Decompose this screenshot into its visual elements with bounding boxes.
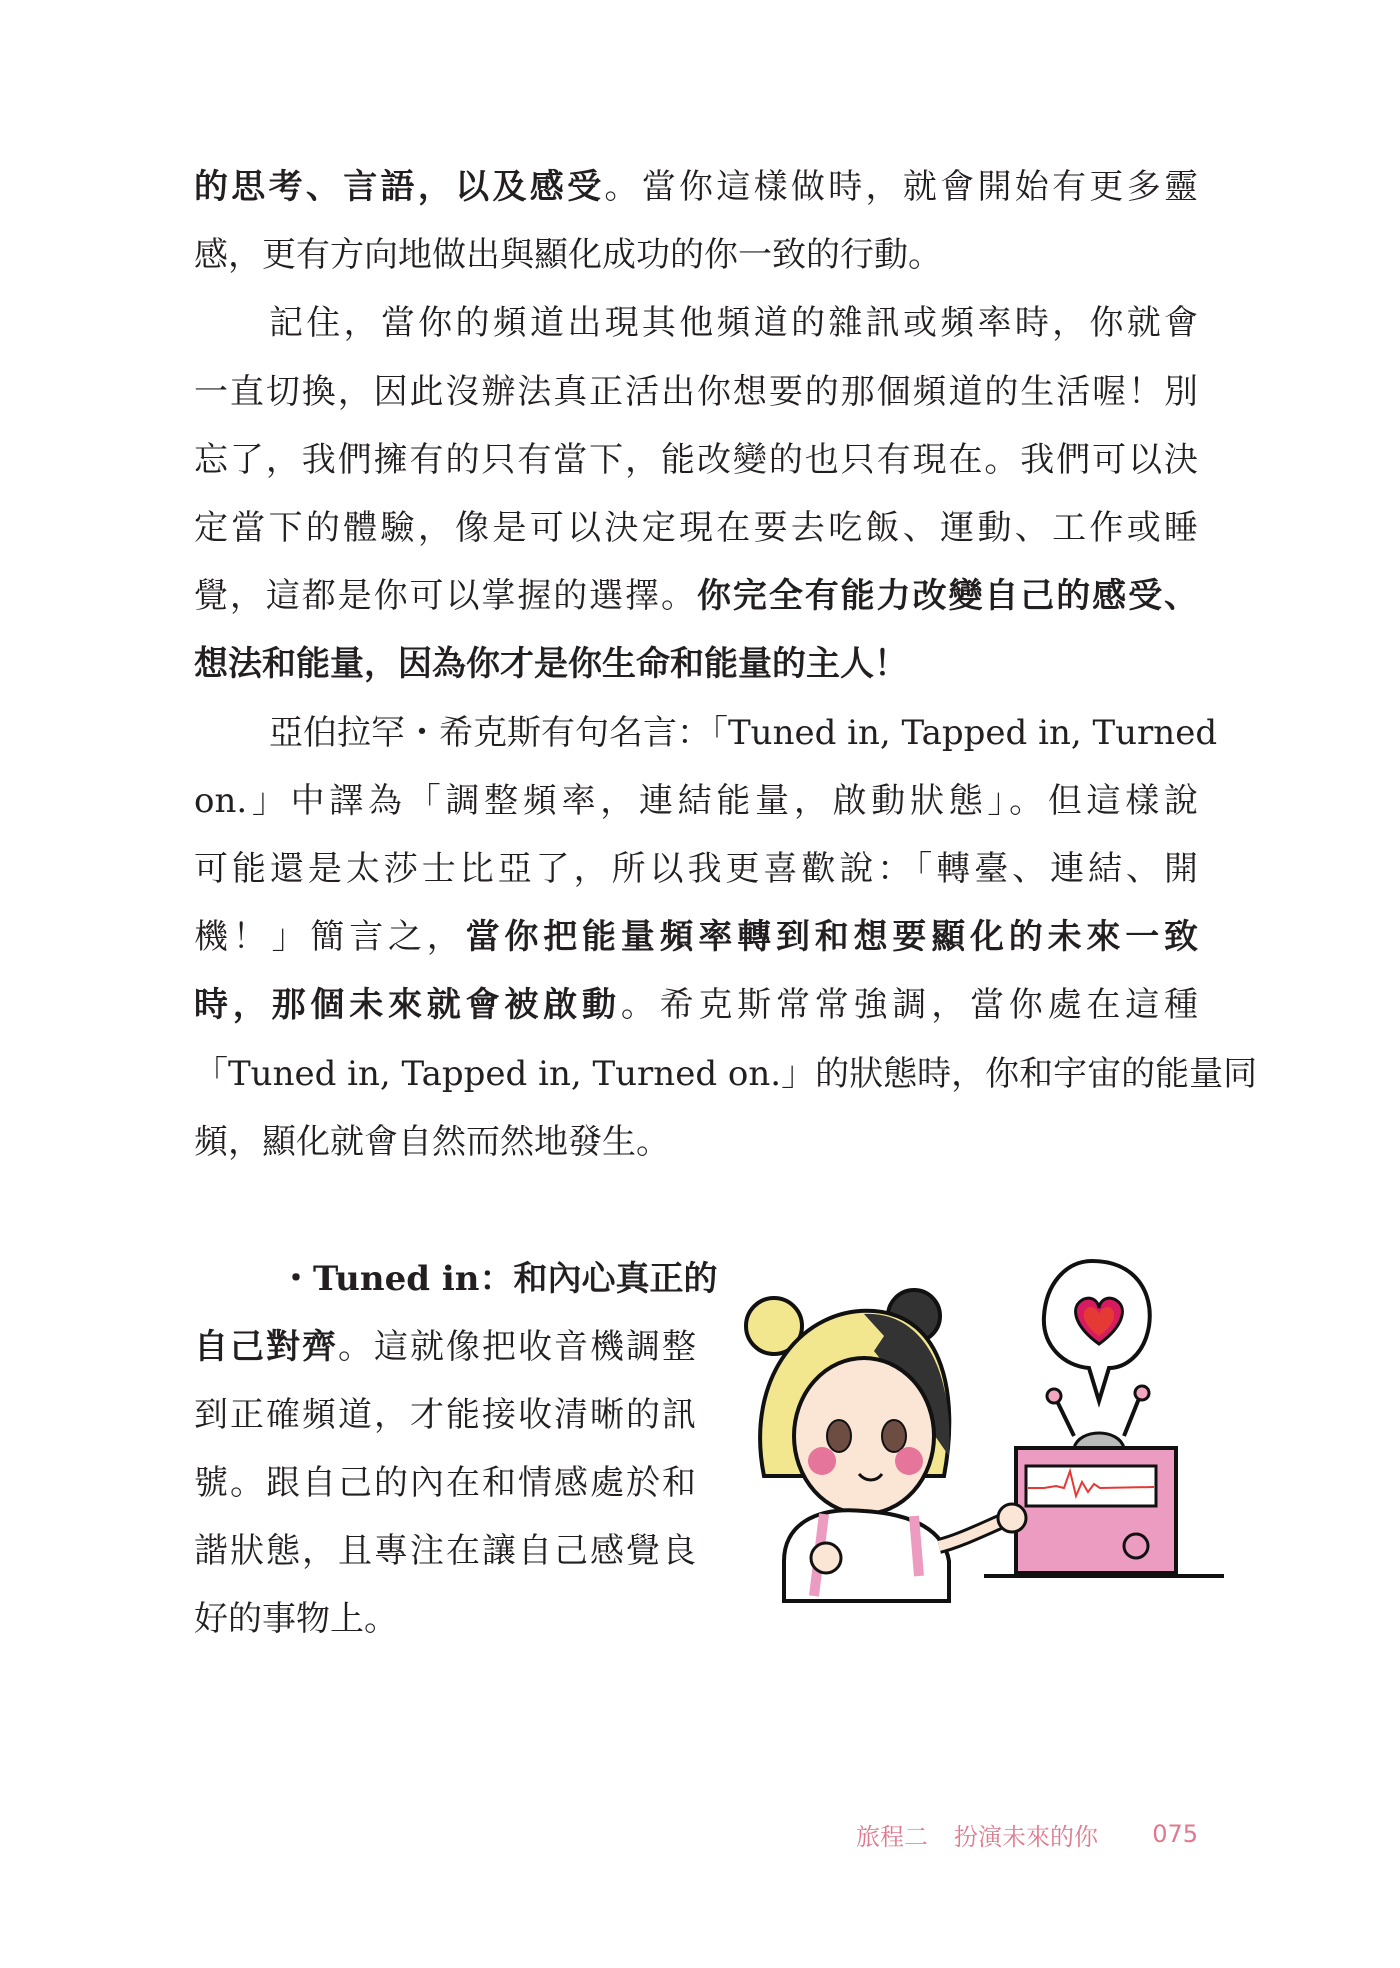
text-line bbox=[194, 634, 1198, 694]
bold-text: 當你把能量頻率轉到和想要顯化的未來一致 bbox=[465, 917, 1199, 958]
text: 忘了，我們擁有的只有當下，能改變的也只有現在。我們可以決 bbox=[194, 439, 1198, 480]
page-footer bbox=[856, 1816, 1198, 1852]
text-line bbox=[194, 430, 1198, 490]
text-line bbox=[194, 157, 1198, 217]
illustration-girl-radio bbox=[744, 1256, 1224, 1606]
text: 好的事物上。 bbox=[194, 1599, 398, 1639]
text-line bbox=[194, 703, 1218, 763]
radio-icon bbox=[984, 1386, 1224, 1576]
text-line bbox=[194, 498, 1198, 558]
bold-text: 想法和能量，因為你才是你生命和能量的主人！ bbox=[194, 644, 908, 685]
text: 感，更有方向地做出與顯化成功的你一致的行動。 bbox=[194, 235, 942, 276]
page-number: 075 bbox=[1152, 1820, 1198, 1848]
text: 。當你這樣做時，就會開始有更多靈 bbox=[604, 167, 1199, 207]
text-line bbox=[194, 1521, 696, 1581]
text-line bbox=[194, 907, 1198, 967]
text-line bbox=[194, 225, 1198, 285]
bold-text: 自己對齊 bbox=[194, 1327, 338, 1367]
girl-character bbox=[746, 1290, 1026, 1601]
speech-bubble-heart-icon bbox=[1044, 1261, 1150, 1401]
text: 機！」簡言之， bbox=[194, 917, 466, 958]
text: 記住，當你的頻道出現其他頻道的雜訊或頻率時，你就會 bbox=[269, 303, 1198, 344]
text: on.」中譯為「調整頻率，連結能量，啟動狀態」。但這樣說 bbox=[194, 780, 1198, 821]
text-line bbox=[194, 293, 1198, 353]
text-line bbox=[194, 1317, 696, 1377]
text: 覺，這都是你可以掌握的選擇。 bbox=[194, 576, 697, 617]
text-line bbox=[194, 975, 1198, 1035]
text: 可能還是太莎士比亞了，所以我更喜歡說：「轉臺、連結、開 bbox=[194, 849, 1198, 889]
bold-text: 你完全有能力改變自己的感受、 bbox=[696, 576, 1199, 617]
text: 「Tuned in, Tapped in, Turned on.」的狀態時，你和宇宙的能量同 bbox=[194, 1053, 1258, 1094]
text-line bbox=[194, 566, 1198, 626]
text: 。這就像把收音機調整 bbox=[338, 1327, 696, 1367]
text: 號。跟自己的內在和情感處於和 bbox=[194, 1463, 696, 1503]
footer-title: 扮演未來的你 bbox=[954, 1822, 1098, 1851]
text: 定當下的體驗，像是可以決定現在要去吃飯、運動、工作或睡 bbox=[194, 508, 1198, 548]
text-line bbox=[194, 1453, 696, 1513]
text-line bbox=[194, 1589, 696, 1649]
text-line bbox=[194, 1112, 1198, 1172]
text: 亞伯拉罕・希克斯有句名言：「Tuned in, Tapped in, Turned bbox=[269, 712, 1218, 753]
bold-text: 時，那個未來就會被啟動 bbox=[194, 985, 621, 1026]
text: 到正確頻道，才能接收清晰的訊 bbox=[194, 1395, 696, 1435]
text: 。希克斯常常強調，當你處在這種 bbox=[620, 985, 1199, 1026]
bold-text: 的思考、言語，以及感受 bbox=[194, 167, 605, 207]
bold-text: ・Tuned in：和內心真正的 bbox=[279, 1259, 718, 1299]
text: 諧狀態，且專注在讓自己感覺良 bbox=[194, 1531, 696, 1571]
text-line bbox=[194, 1249, 718, 1309]
text-line bbox=[194, 839, 1198, 899]
text: 一直切換，因此沒辦法真正活出你想要的那個頻道的生活喔！別 bbox=[194, 371, 1198, 412]
text-line bbox=[194, 1385, 696, 1445]
text-line bbox=[194, 1044, 1258, 1104]
footer-chapter: 旅程二 bbox=[856, 1822, 928, 1851]
text-line bbox=[194, 771, 1198, 831]
text: 頻，顯化就會自然而然地發生。 bbox=[194, 1121, 670, 1162]
text-line bbox=[194, 362, 1198, 422]
